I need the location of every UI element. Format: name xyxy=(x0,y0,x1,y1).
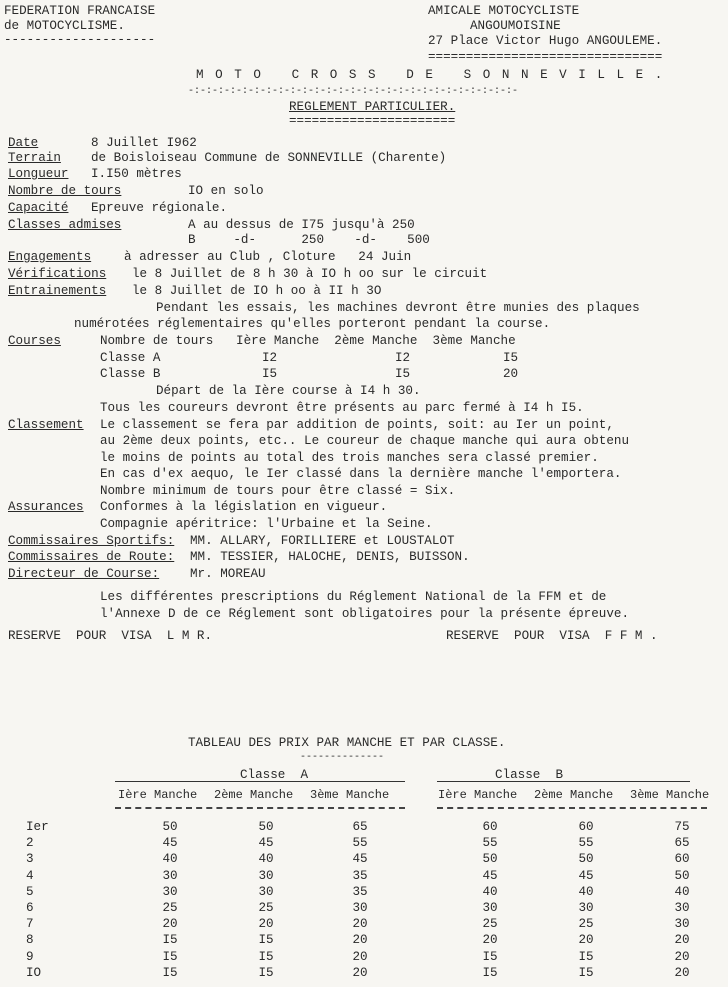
prize-class-b-cell: 45 xyxy=(578,868,594,883)
club-address: 27 Place Victor Hugo ANGOULEME. xyxy=(428,34,663,48)
prize-class-a-cell: 55 xyxy=(352,836,368,851)
class-b-col-3: 3ème Manche xyxy=(630,788,710,802)
prize-class-b-cell: 20 xyxy=(674,965,690,980)
prize-class-a-cell: I5 xyxy=(258,965,274,980)
prize-class-a-cell: I5 xyxy=(162,965,178,980)
assurances-text-1: Conformes à la législation en vigueur. xyxy=(100,500,388,514)
prize-class-b-cell: 20 xyxy=(482,933,498,948)
courses-class-a-m1: I2 xyxy=(262,351,278,365)
longueur-label: Longueur xyxy=(8,167,69,181)
prize-class-a-cell: 65 xyxy=(352,820,368,834)
prize-class-a-cell: 20 xyxy=(352,965,368,980)
prize-class-b-cell: 30 xyxy=(674,917,690,932)
prize-class-a-cell: 50 xyxy=(258,820,274,834)
place-label: 8 xyxy=(26,933,34,948)
commissaires-route-value: MM. TESSIER, HALOCHE, DENIS, BUISSON. xyxy=(190,550,470,564)
prize-class-b-cell: 40 xyxy=(674,884,690,899)
courses-class-b-label: Classe B xyxy=(100,367,161,381)
entrainements-label: Entrainements xyxy=(8,284,107,298)
courses-class-b-m1: I5 xyxy=(262,367,278,381)
prize-class-b-cell: 20 xyxy=(674,933,690,948)
prize-class-b-cell: 55 xyxy=(482,836,498,851)
prize-class-b-cell: 25 xyxy=(482,917,498,932)
courses-class-a-m3: I5 xyxy=(503,351,519,365)
courses-class-b-m2: I5 xyxy=(395,367,411,381)
prize-class-b-cell: 60 xyxy=(482,820,498,834)
club-name: AMICALE MOTOCYCLISTE xyxy=(428,4,580,18)
engagements-label: Engagements xyxy=(8,250,92,264)
verifications-value: le 8 Juillet de 8 h 30 à IO h oo sur le circuit xyxy=(132,267,488,281)
prize-class-a-cell: 45 xyxy=(352,852,368,867)
depart-text: Départ de la Ière course à I4 h 30. xyxy=(156,384,421,398)
prize-class-b-cell: 75 xyxy=(674,820,690,834)
prize-class-a-cell: I5 xyxy=(162,949,178,964)
assurances-label: Assurances xyxy=(8,500,84,514)
classement-text-2: au 2ème deux points, etc.. Le coureur de chaque manche qui aura obtenu xyxy=(100,434,630,448)
visa-ffm: RESERVE POUR VISA F F M . xyxy=(446,629,658,643)
final-text-2: l'Annexe D de ce Réglement sont obligatoires pour la présente épreuve. xyxy=(100,607,630,621)
prize-class-a-cell: 30 xyxy=(162,868,178,883)
essais-text-1: Pendant les essais, les machines devront être munies des plaques xyxy=(156,301,640,315)
prize-class-a-cell: 30 xyxy=(162,884,178,899)
classement-text-3: le moins de points au total des trois manches sera classé premier. xyxy=(100,451,599,465)
prize-class-a-cell: 45 xyxy=(258,836,274,851)
prize-class-b-cell: 40 xyxy=(482,884,498,899)
place-label: IO xyxy=(26,965,42,980)
place-label: 6 xyxy=(26,901,34,915)
courses-label: Courses xyxy=(8,334,61,348)
capacite-value: Epreuve régionale. xyxy=(91,201,228,215)
terrain-value: de Boisloiseau Commune de SONNEVILLE (Charente) xyxy=(91,151,447,165)
tours-value: IO en solo xyxy=(188,184,264,198)
classement-text-5: Nombre minimum de tours pour être classé = Six. xyxy=(100,484,456,498)
date-value: 8 Juillet I962 xyxy=(91,136,197,150)
prize-class-a-cell: I5 xyxy=(258,949,274,964)
directeur-value: Mr. MOREAU xyxy=(190,567,266,581)
prize-class-a-cell: 35 xyxy=(352,884,368,899)
title-rule: -:-:-:-:-:-:-:-:-:-:-:-:-:-:-:-:-:-:-:-:-:-:-:-:-:-:-:- xyxy=(188,86,519,97)
class-b-heading: Classe B xyxy=(495,768,564,782)
federation-subname: de MOTOCYCLISME. xyxy=(4,19,125,33)
place-label: Ier xyxy=(26,820,49,834)
classement-text-1: Le classement se fera par addition de points, soit: au Ier un point, xyxy=(100,418,614,432)
prize-class-b-cell: I5 xyxy=(482,949,498,964)
prize-class-b-cell: 50 xyxy=(482,852,498,867)
prize-class-a-cell: 30 xyxy=(258,868,274,883)
parc-text: Tous les coureurs devront être présents au parc fermé à I4 h I5. xyxy=(100,401,584,415)
verifications-label: Vérifications xyxy=(8,267,107,281)
class-a-col-1: Ière Manche xyxy=(118,788,198,802)
prize-class-b-cell: 50 xyxy=(674,868,690,883)
classes-value-b: B -d- 250 -d- 500 xyxy=(188,233,430,247)
prize-class-b-cell: 60 xyxy=(578,820,594,834)
prize-class-b-cell: 55 xyxy=(578,836,594,851)
class-a-heading: Classe A xyxy=(240,768,309,782)
courses-class-a-m2: I2 xyxy=(395,351,411,365)
subtitle-rule: ====================== xyxy=(289,114,456,128)
capacite-label: Capacité xyxy=(8,201,69,215)
prize-class-b-cell: 20 xyxy=(578,933,594,948)
classement-text-4: En cas d'ex aequo, le Ier classé dans la dernière manche l'emportera. xyxy=(100,467,622,481)
prize-class-b-cell: I5 xyxy=(482,965,498,980)
prize-class-a-cell: 20 xyxy=(352,933,368,948)
place-label: 2 xyxy=(26,836,34,851)
longueur-value: I.I50 mètres xyxy=(91,167,182,181)
prize-class-a-cell: 35 xyxy=(352,868,368,883)
place-label: 4 xyxy=(26,868,34,883)
class-a-col-3: 3ème Manche xyxy=(310,788,390,802)
place-label: 5 xyxy=(26,884,34,899)
prize-class-b-cell: 45 xyxy=(482,868,498,883)
document-subtitle: REGLEMENT PARTICULIER. xyxy=(289,100,456,114)
prize-class-a-cell: 20 xyxy=(352,917,368,932)
header-rule-b xyxy=(437,807,707,809)
tours-label: Nombre de tours xyxy=(8,184,122,198)
class-a-rule xyxy=(115,781,405,782)
prize-class-b-cell: I5 xyxy=(578,965,594,980)
header-rule-a xyxy=(115,807,405,809)
prize-class-a-cell: 30 xyxy=(352,901,368,915)
prize-class-a-cell: I5 xyxy=(162,933,178,948)
directeur-label: Directeur de Course: xyxy=(8,567,160,581)
prize-class-b-cell: 65 xyxy=(674,836,690,851)
prize-class-a-cell: 20 xyxy=(162,917,178,932)
commissaires-sportifs-value: MM. ALLARY, FORILLIERE et LOUSTALOT xyxy=(190,534,455,548)
club-subname: ANGOUMOISINE xyxy=(470,19,561,33)
place-label: 7 xyxy=(26,917,34,932)
prize-class-b-cell: 40 xyxy=(578,884,594,899)
prize-class-b-cell: 30 xyxy=(578,901,594,915)
class-a-col-2: 2ème Manche xyxy=(214,788,294,802)
prize-class-a-cell: 20 xyxy=(258,917,274,932)
club-rule: =============================== xyxy=(428,50,663,64)
prize-class-b-cell: 60 xyxy=(674,852,690,867)
courses-class-a-label: Classe A xyxy=(100,351,161,365)
prize-class-b-cell: 30 xyxy=(674,901,690,915)
prize-class-a-cell: 40 xyxy=(258,852,274,867)
document-title: M O T O C R O S S D E S O N N E V I L L E . xyxy=(196,68,665,82)
prize-class-a-cell: 40 xyxy=(162,852,178,867)
prize-table-title: TABLEAU DES PRIX PAR MANCHE ET PAR CLASSE. xyxy=(188,736,506,750)
class-b-col-1: Ière Manche xyxy=(438,788,518,802)
prize-class-a-cell: 45 xyxy=(162,836,178,851)
prize-class-a-cell: 50 xyxy=(162,820,178,834)
prize-class-b-cell: 20 xyxy=(674,949,690,964)
class-b-rule xyxy=(437,781,690,782)
prize-class-a-cell: 20 xyxy=(352,949,368,964)
date-label: Date xyxy=(8,136,39,150)
commissaires-sportifs-label: Commissaires Sportifs: xyxy=(8,534,175,548)
classement-label: Classement xyxy=(8,418,84,432)
essais-text-2: numérotées réglementaires qu'elles porteront pendant la course. xyxy=(74,317,551,331)
prize-class-a-cell: 25 xyxy=(258,901,274,915)
prize-class-b-cell: 50 xyxy=(578,852,594,867)
engagements-value: à adresser au Club , Cloture 24 Juin xyxy=(124,250,412,264)
prize-class-a-cell: 25 xyxy=(162,901,178,915)
place-label: 3 xyxy=(26,852,34,867)
place-label: 9 xyxy=(26,949,34,964)
assurances-text-2: Compagnie apéritrice: l'Urbaine et la Seine. xyxy=(100,517,433,531)
courses-class-b-m3: 20 xyxy=(503,367,519,381)
class-b-col-2: 2ème Manche xyxy=(534,788,614,802)
prize-class-a-cell: I5 xyxy=(258,933,274,948)
terrain-label: Terrain xyxy=(8,151,61,165)
federation-rule: -------------------- xyxy=(4,33,156,47)
classes-value-a: A au dessus de I75 jusqu'à 250 xyxy=(188,218,415,232)
classes-label: Classes admises xyxy=(8,218,122,232)
final-text-1: Les différentes prescriptions du Réglement National de la FFM et de xyxy=(100,590,607,604)
prize-class-b-cell: I5 xyxy=(578,949,594,964)
visa-lmr: RESERVE POUR VISA L M R. xyxy=(8,629,213,643)
prize-class-b-cell: 25 xyxy=(578,917,594,932)
prize-table-title-rule: -------------- xyxy=(300,752,385,763)
prize-class-b-cell: 30 xyxy=(482,901,498,915)
courses-header: Nombre de tours Ière Manche 2ème Manche 3ème Manche xyxy=(100,334,516,348)
prize-class-a-cell: 30 xyxy=(258,884,274,899)
commissaires-route-label: Commissaires de Route: xyxy=(8,550,175,564)
entrainements-value: le 8 Juillet de IO h oo à II h 3O xyxy=(132,284,382,298)
federation-name: FEDERATION FRANCAISE xyxy=(4,4,156,18)
